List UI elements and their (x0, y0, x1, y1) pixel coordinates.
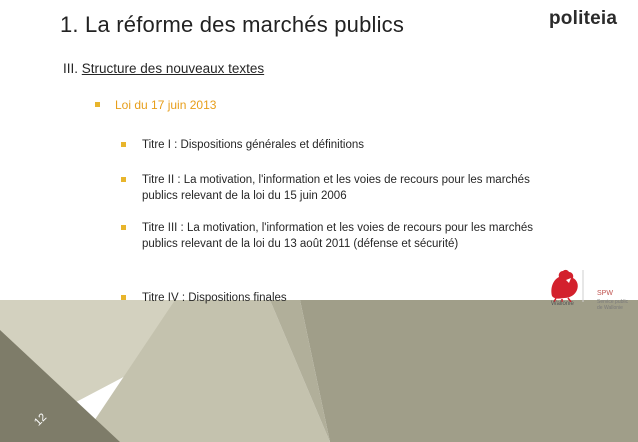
wallonie-rooster-icon (544, 268, 584, 302)
bullet-square-icon (121, 177, 126, 182)
list-item-text: Titre I : Dispositions générales et définitions (142, 139, 365, 151)
bullet-square-icon (121, 295, 126, 300)
bullet-square-icon (95, 102, 100, 107)
list-item-text: Titre III : La motivation, l'information et les voies de recours pour les marchés publics relevant de la loi du 13 août 2011 (défense et sécurité) (142, 222, 534, 250)
list-item (121, 172, 541, 204)
list-item-text: Titre IV : Dispositions finales (142, 292, 287, 304)
spw-logo (597, 291, 637, 311)
list-item (121, 137, 541, 153)
section-label: Structure des nouveaux textes (81, 61, 265, 76)
page-title: 1. La réforme des marchés publics (60, 12, 405, 37)
spw-abbr: SPW (597, 290, 613, 297)
politeia-logo: politeia (549, 8, 618, 29)
list-item-text: Titre II : La motivation, l'information et les voies de recours pour les marchés publics relevant de la loi du 15 juin 2006 (142, 174, 530, 202)
bg-area-right (300, 300, 638, 442)
bullet-square-icon (121, 142, 126, 147)
page-number: 12 (32, 411, 50, 429)
section-number: III. (63, 61, 79, 76)
list-item (121, 290, 541, 306)
section-heading (63, 61, 264, 76)
spw-line2: de Wallonie (597, 305, 623, 311)
spw-line1: Service public (597, 299, 629, 305)
list-item (121, 220, 541, 252)
bullet-square-icon (121, 225, 126, 230)
wallonie-label: Wallonie (551, 301, 574, 307)
level1-text: Loi du 17 juin 2013 (115, 98, 217, 112)
